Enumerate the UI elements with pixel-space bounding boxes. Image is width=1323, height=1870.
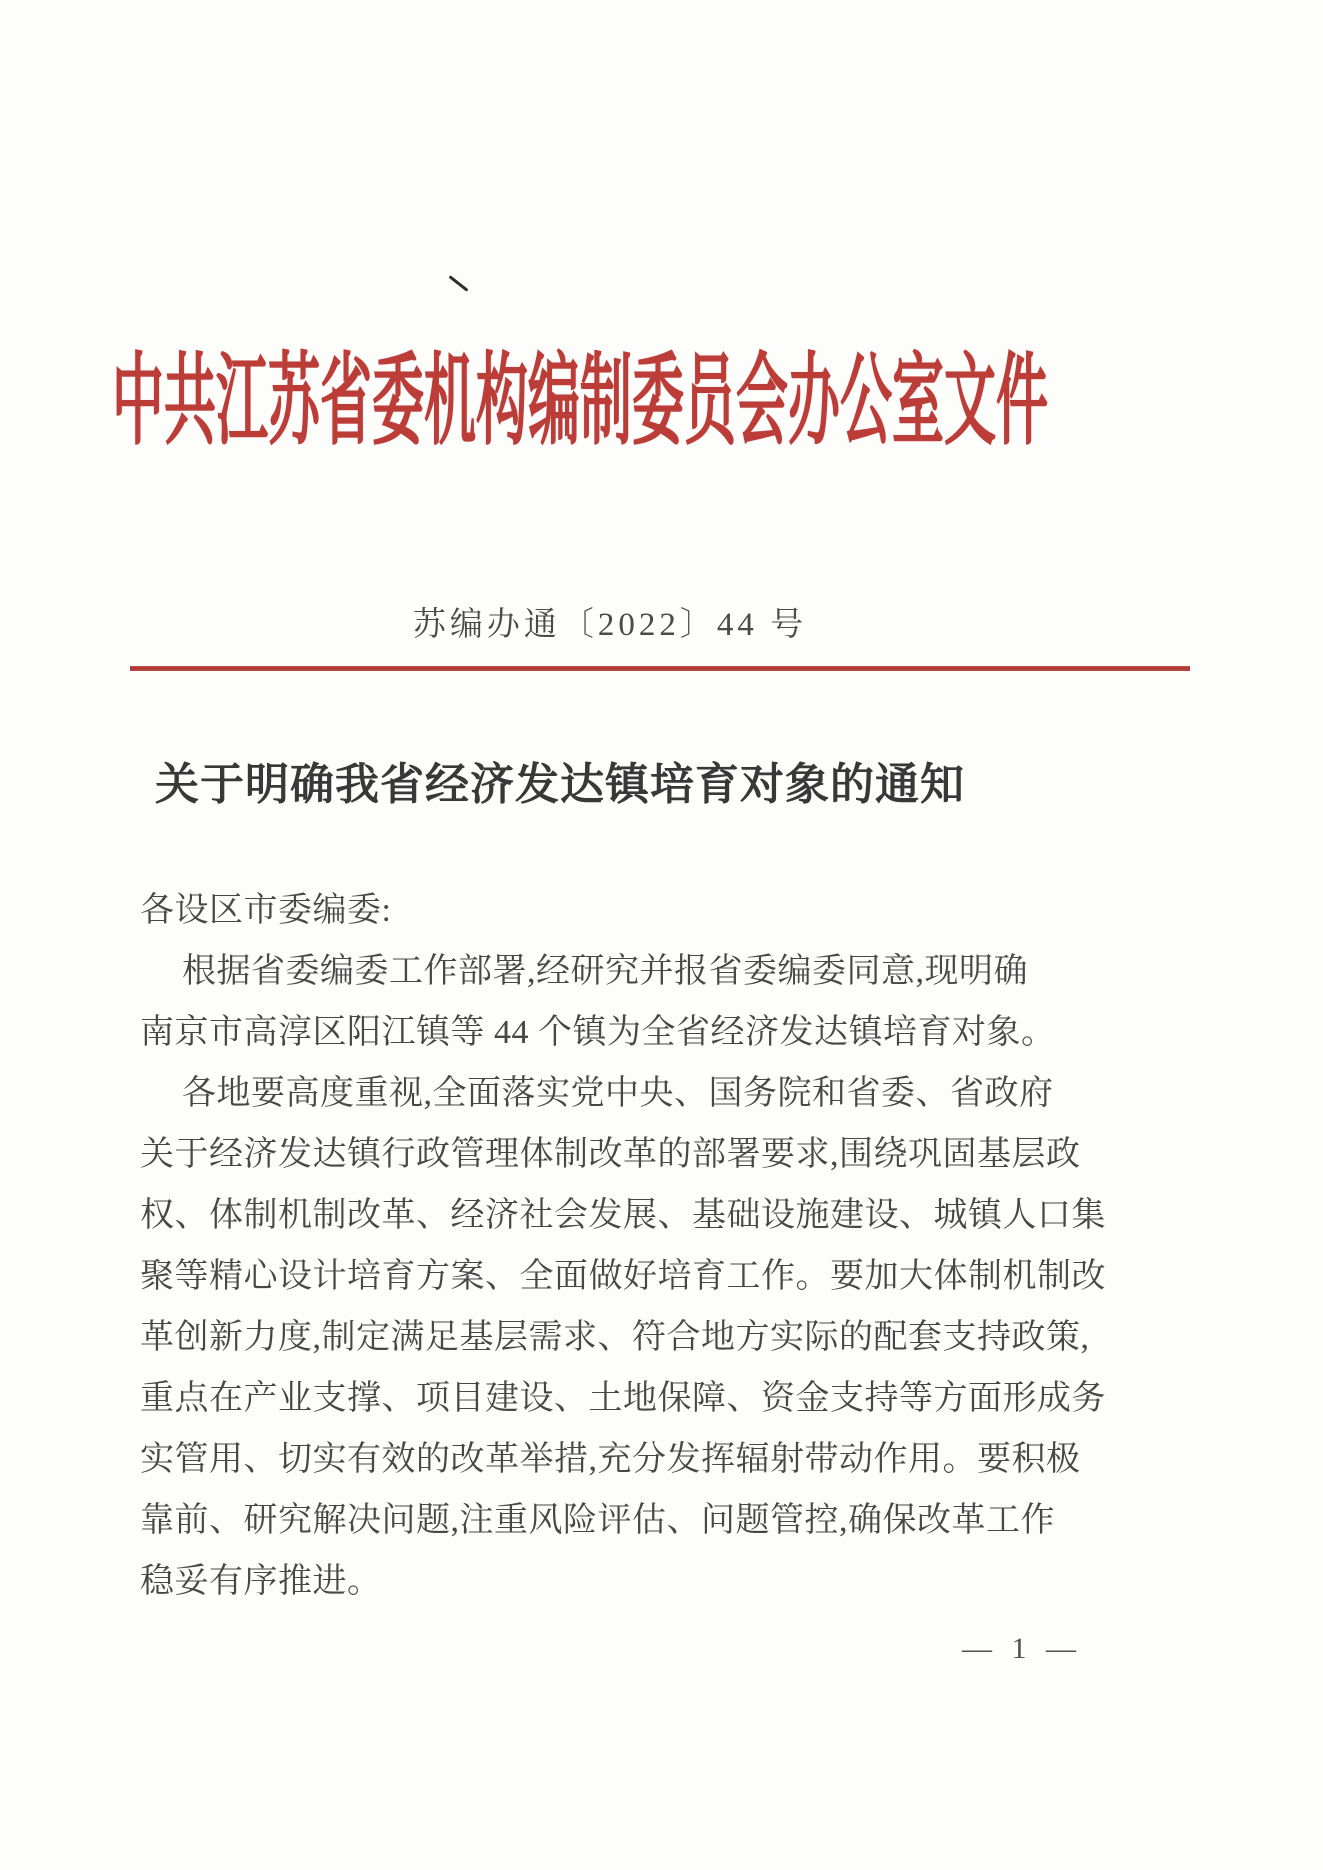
notice-title: 关于明确我省经济发达镇培育对象的通知 xyxy=(155,760,965,809)
masthead-title: 中共江苏省委机构编制委员会办公室文件 xyxy=(112,346,1048,457)
body-line: 关于经济发达镇行政管理体制改革的部署要求,围绕巩固基层政 xyxy=(140,1136,1081,1173)
notice-text-block xyxy=(140,880,1106,1612)
body-line: 南京市高淳区阳江镇等 44 个镇为全省经济发达镇培育对象。 xyxy=(140,1014,1056,1051)
body-line: 权、体制机制改革、经济社会发展、基础设施建设、城镇人口集 xyxy=(140,1197,1106,1234)
body-line: 各地要高度重视,全面落实党中央、国务院和省委、省政府 xyxy=(182,1075,1054,1112)
body-line: 靠前、研究解决问题,注重风险评估、问题管控,确保改革工作 xyxy=(140,1502,1055,1539)
red-divider-rule xyxy=(130,666,1190,671)
body-line: 革创新力度,制定满足基层需求、符合地方实际的配套支持政策, xyxy=(140,1319,1090,1356)
page-number: — 1 — xyxy=(962,1632,1082,1665)
salutation-line: 各设区市委编委: xyxy=(140,892,392,929)
document-number: 苏编办通〔2022〕44 号 xyxy=(412,607,808,643)
body-line: 稳妥有序推进。 xyxy=(140,1563,382,1600)
body-line: 重点在产业支撑、项目建设、土地保障、资金支持等方面形成务 xyxy=(140,1380,1106,1417)
body-line: 聚等精心设计培育方案、全面做好培育工作。要加大体制机制改 xyxy=(140,1258,1106,1295)
body-line: 实管用、切实有效的改革举措,充分发挥辐射带动作用。要积极 xyxy=(140,1441,1081,1478)
pen-mark xyxy=(449,275,469,292)
body-line: 根据省委编委工作部署,经研究并报省委编委同意,现明确 xyxy=(182,953,1028,990)
